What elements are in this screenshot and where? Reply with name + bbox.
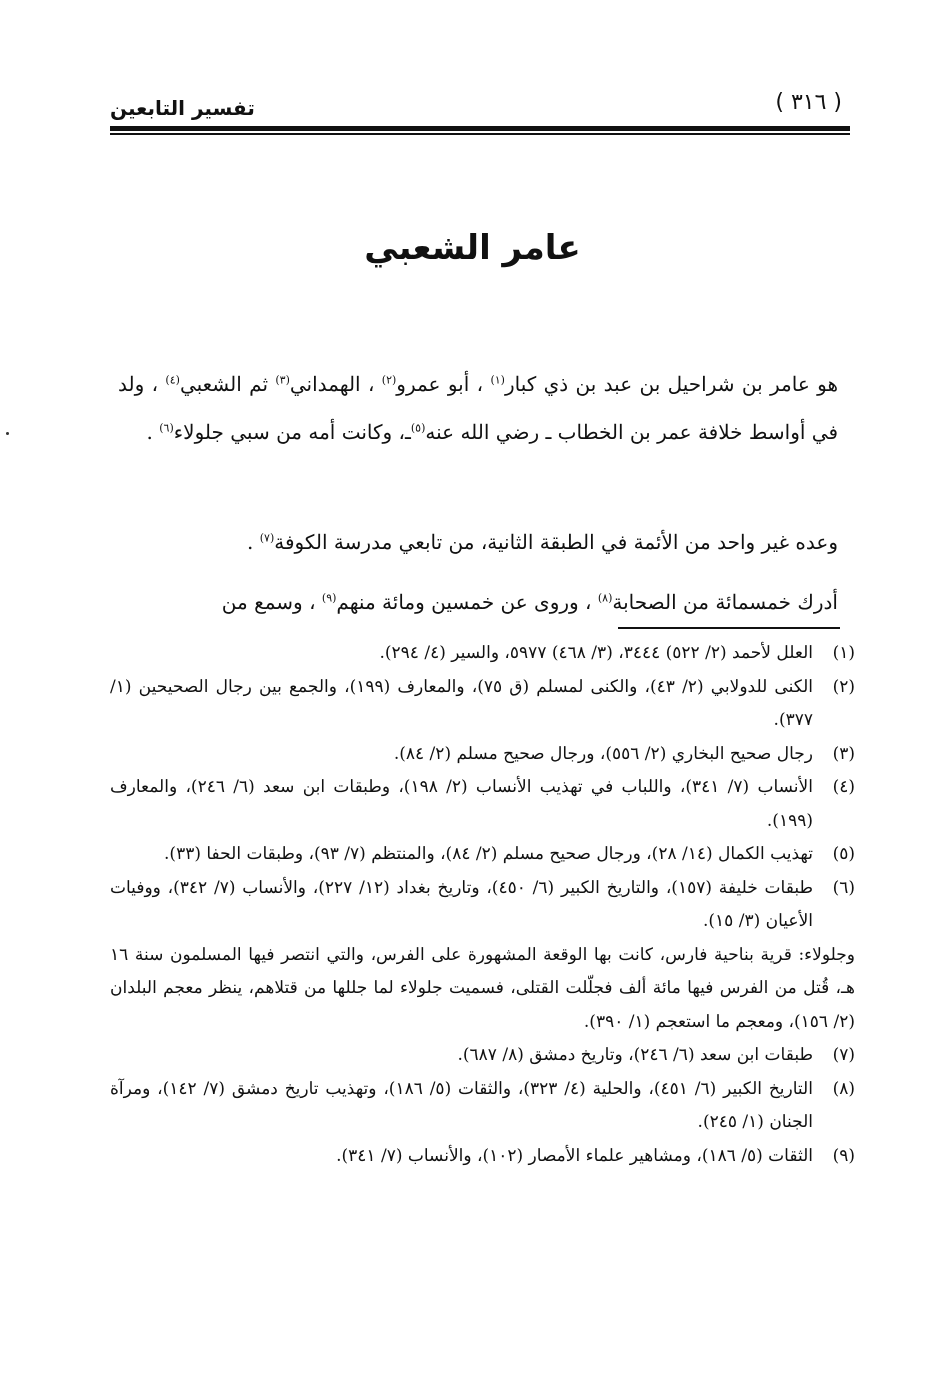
footnote-text: تهذيب الكمال (١٤/ ٢٨)، ورجال صحيح مسلم (٢/ ٨٤)، والمنتظم (٧/ ٩٣)، وطبقات الحفا (٣٣). <box>164 844 813 864</box>
footnote-number: (٨) <box>832 1078 855 1099</box>
footnote <box>110 671 855 738</box>
body-text-span: ، أبو عمرو <box>396 372 484 396</box>
footnote-ref: (٨) <box>597 591 613 605</box>
footnote <box>110 1039 855 1073</box>
footnote <box>110 1073 855 1140</box>
header-rule-thick <box>110 126 850 131</box>
page-number: ( ٣١٦ ) <box>775 90 842 115</box>
footnote-text: الكنى للدولابي (٢/ ٤٣)، والكنى لمسلم (ق ٧٥)، والمعارف (١٩٩)، والجمع بين رجال الصحيحين (١/ ٣٧٧). <box>110 676 814 730</box>
footnote-ref: (٣) <box>275 373 290 387</box>
footnote <box>110 637 855 671</box>
body-paragraph-2 <box>118 518 838 566</box>
body-text-span: ، وروى عن خمسين ومائة منهم <box>336 590 592 614</box>
body-text-span: ثم الشعبي <box>179 372 269 396</box>
body-paragraph-3 <box>118 578 838 626</box>
footnote-text: التاريخ الكبير (٦/ ٤٥١)، والحلية (٤/ ٣٢٣)، والثقات (٥/ ١٨٦)، وتهذيب تاريخ دمشق (٧/ ١٤٢)، ومرآة الجنان (١/ ٢٤٥). <box>110 1078 813 1132</box>
body-text-span: ، ولد في أواسط خلافة عمر بن الخطاب ـ رضي الله عنه <box>118 372 838 444</box>
footnote-number: (٢) <box>832 676 855 697</box>
scan-speck <box>6 432 9 435</box>
body-paragraph-1 <box>118 360 838 456</box>
footnote <box>110 872 855 939</box>
footnote-separator <box>618 627 840 629</box>
body-text-span: هو عامر بن شراحيل بن عبد بن ذي كبار <box>504 372 839 396</box>
chapter-title: عامر الشعبي <box>364 228 581 268</box>
footnote-text: العلل لأحمد (٢/ ٥٢٢) ٣٤٤٤، (٣/ ٤٦٨) ٥٩٧٧، والسير (٤/ ٢٩٤). <box>379 643 813 663</box>
footnote-continuation: وجلولاء: قرية بناحية فارس، كانت بها الوقعة المشهورة على الفرس، والتي انتصر فيها المسلمون سنة ١٦ هـ، قُتل من الفرس فيها مائة ألف فجلّلت القتلى، فسميت جلولاء لما جللها من قتلاهم، ينظر معجم البلدان (٢/ ١٥٦)، ومعجم ما استعجم (١/ ٣٩٠). <box>110 944 855 1032</box>
footnote-text: طبقات ابن سعد (٦/ ٢٤٦)، وتاريخ دمشق (٨/ ٦٨٧). <box>457 1045 813 1065</box>
header-rule-thin <box>110 133 850 135</box>
footnote-ref: (٦) <box>159 421 174 435</box>
body-text-span: ـ، وكانت أمه من سبي جلولاء <box>173 420 411 444</box>
footnote-number: (٥) <box>832 844 855 864</box>
footnote-ref: (٤) <box>165 373 180 387</box>
footnote-number: (٤) <box>832 777 855 797</box>
footnote-number: (٣) <box>832 743 855 764</box>
running-title: تفسير التابعين <box>110 96 255 120</box>
footnote-ref: (١) <box>490 373 505 387</box>
footnote <box>110 738 855 772</box>
body-text-span: وعده غير واحد من الأئمة في الطبقة الثانية، من تابعي مدرسة الكوفة <box>274 530 838 554</box>
footnote-number: (٧) <box>832 1045 855 1065</box>
footnote-ref: (٧) <box>259 531 275 545</box>
footnote-text: الثقات (٥/ ١٨٦)، ومشاهير علماء الأمصار (١٠٢)، والأنساب (٧/ ٣٤١). <box>336 1145 813 1166</box>
body-text-span: . <box>247 530 254 554</box>
footnote-ref: (٢) <box>381 373 397 387</box>
footnote-text: رجال صحيح البخاري (٢/ ٥٥٦)، ورجال صحيح مسلم (٢/ ٨٤). <box>393 743 813 764</box>
footnote <box>110 771 855 838</box>
footnote-number: (١) <box>832 643 855 663</box>
body-text-span: ، الهمداني <box>289 372 375 396</box>
body-text-span: . <box>146 420 153 444</box>
footnote-text: الأنساب (٧/ ٣٤١)، واللباب في تهذيب الأنساب (٢/ ١٩٨)، وطبقات ابن سعد (٦/ ٢٤٦)، والمعارف (١٩٩). <box>110 777 813 831</box>
body-text-span: أدرك خمسمائة من الصحابة <box>612 590 838 614</box>
footnote-number: (٦) <box>832 877 855 898</box>
body-text-span: ، وسمع من <box>221 590 316 614</box>
footnote-number: (٩) <box>832 1145 855 1166</box>
footnote-ref: (٥) <box>410 421 426 435</box>
footnote-ref: (٩) <box>321 591 337 605</box>
footnotes <box>110 637 855 1173</box>
footnote <box>110 838 855 872</box>
footnote <box>110 1140 855 1174</box>
footnote-text: طبقات خليفة (١٥٧)، والتاريخ الكبير (٦/ ٤٥٠)، وتاريخ بغداد (١٢/ ٢٢٧)، والأنساب (٧/ ٣٤٢)، ووفيات الأعيان (٣/ ١٥). <box>110 877 813 931</box>
